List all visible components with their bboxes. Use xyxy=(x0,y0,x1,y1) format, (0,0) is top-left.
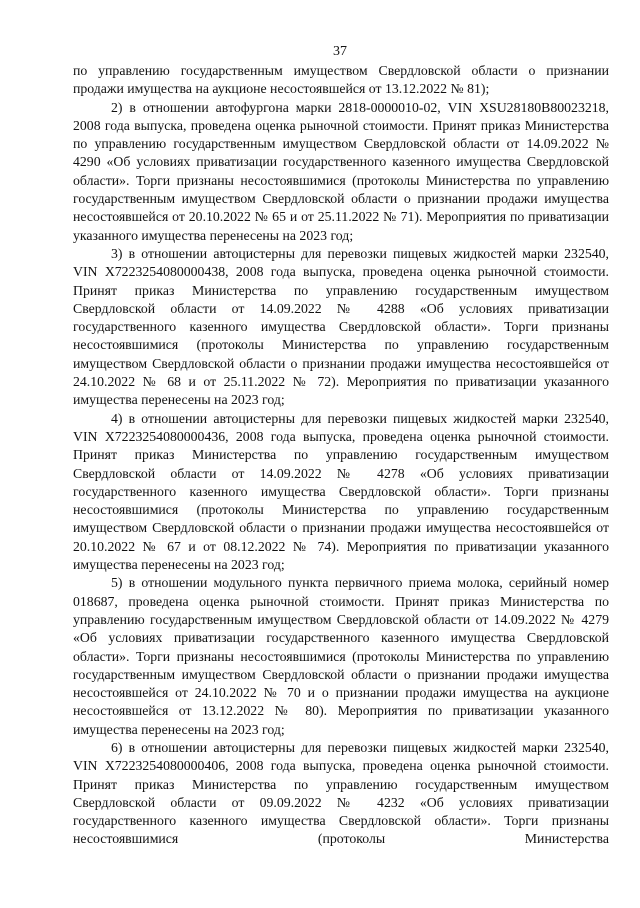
paragraph-continuation: по управлению государственным имуществом Свердловской области о признании продажи имущества на аукционе несостоявшейся от 13.12.2022 № 81); xyxy=(73,63,609,97)
paragraph-item-6: 6) в отношении автоцистерны для перевозки пищевых жидкостей марки 232540, VIN X7223254080000406, 2008 года выпуска, проведена оценка рыночной стоимости. Принят приказ Министерства по управлению государственным имуществом Свердловской области от 09.09.2022 № 4232 «Об условиях приватизации государственного казенного имущества Свердловской области». Торги признаны несостоявшимися (протоколы Министерства xyxy=(73,739,609,847)
page-number: 37 xyxy=(333,44,347,59)
paragraph-item-2: 2) в отношении автофургона марки 2818-0000010-02, VIN XSU28180B80023218, 2008 года выпуска, проведена оценка рыночной стоимости. Принят приказ Министерства по управлению государственным имуществом Свердловской области от 14.09.2022 № 4290 «Об условиях приватизации государственного казенного имущества Свердловской области». Торги признаны несостоявшимися (протоколы Министерства по управлению государственным имуществом Свердловской области о признании продажи имущества несостоявшейся от 20.10.2022 № 65 и от 25.11.2022 № 71). Мероприятия по приватизации указанного имущества перенесены на 2023 год; xyxy=(73,99,609,243)
document-body xyxy=(73,62,609,849)
paragraph-item-4: 4) в отношении автоцистерны для перевозки пищевых жидкостей марки 232540, VIN X7223254080000436, 2008 года выпуска, проведена оценка рыночной стоимости. Принят приказ Министерства по управлению государственным имуществом Свердловской области от 14.09.2022 № 4278 «Об условиях приватизации государственного казенного имущества Свердловской области». Торги признаны несостоявшимися (протоколы Министерства по управлению государственным имуществом Свердловской области о признании продажи имущества несостоявшейся от 20.10.2022 № 67 и от 08.12.2022 № 74). Мероприятия по приватизации указанного имущества перенесены на 2023 год; xyxy=(73,410,609,573)
paragraph-item-3: 3) в отношении автоцистерны для перевозки пищевых жидкостей марки 232540, VIN X7223254080000438, 2008 года выпуска, проведена оценка рыночной стоимости. Принят приказ Министерства по управлению государственным имуществом Свердловской области от 14.09.2022 № 4288 «Об условиях приватизации государственного казенного имущества Свердловской области». Торги признаны несостоявшимися (протоколы Министерства по управлению государственным имуществом Свердловской области о признании продажи имущества несостоявшейся от 24.10.2022 № 68 и от 25.11.2022 № 72). Мероприятия по приватизации указанного имущества перенесены на 2023 год; xyxy=(73,245,609,408)
paragraph-item-5: 5) в отношении модульного пункта первичного приема молока, серийный номер 018687, проведена оценка рыночной стоимости. Принят приказ Министерства по управлению государственным имуществом Свердловской области от 14.09.2022 № 4279 «Об условиях приватизации государственного казенного имущества Свердловской области». Торги признаны несостоявшимися (протоколы Министерства по управлению государственным имуществом Свердловской области о признании продажи имущества несостоявшейся от 24.10.2022 № 70 и о признании продажи имущества на аукционе несостоявшейся от 13.12.2022 № 80). Мероприятия по приватизации указанного имущества перенесены на 2023 год; xyxy=(73,575,609,737)
